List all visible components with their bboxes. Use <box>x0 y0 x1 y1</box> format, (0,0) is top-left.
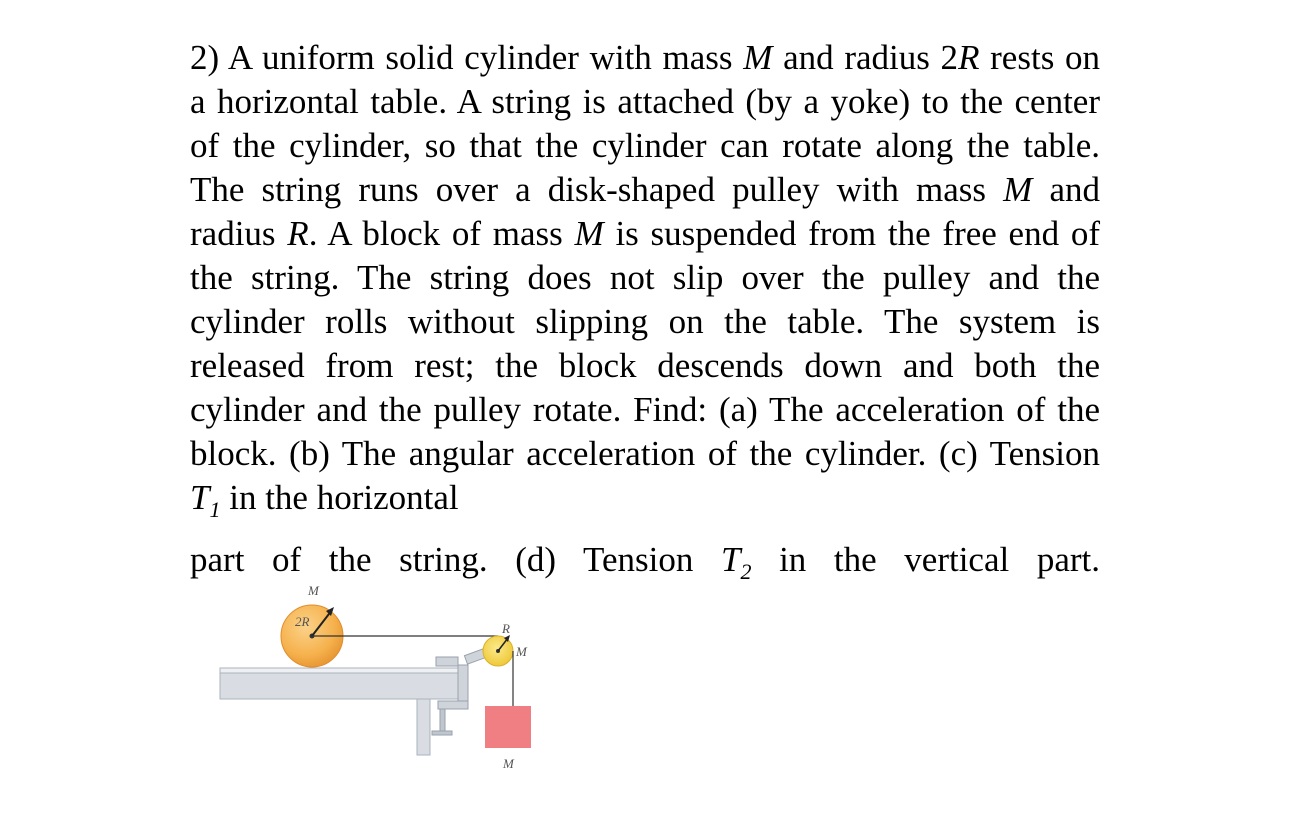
table-leg <box>417 699 430 755</box>
pulley-radius-label: R <box>502 621 510 636</box>
mass-symbol: M <box>743 38 773 77</box>
mass-symbol: M <box>574 214 604 253</box>
tension-symbol-t2: T <box>720 540 741 579</box>
problem-number: 2) <box>190 38 220 77</box>
radius-symbol: R <box>287 214 309 253</box>
hanging-block <box>485 706 531 748</box>
tension-symbol-t1: T <box>190 478 210 517</box>
cylinder-radius-label: 2R <box>295 614 310 629</box>
subscript-1: 1 <box>209 497 221 522</box>
problem-body: 2) A uniform solid cylinder with mass M and radius 2R rests on a horizontal table. A string is attached (by a yoke) to the center of the cylinder, so that the cylinder can rotate along the table. The string runs over a disk-shaped pulley with mass M and radius R. A block of mass M is suspended from the free end of the string. The string does not slip over the pulley and the cylinder rolls without slipping on the table. The system is released from rest; the block descends down and both the cylinder and the pulley rotate. Find: (a) The acceleration of the block. (b) The angular acceleration of the cylinder. (c) Tension $T_1$ in the horizontal <box>190 38 1101 522</box>
radius-symbol: R <box>958 38 980 77</box>
clamp-screw-handle <box>432 731 452 735</box>
clamp-arm-top <box>436 657 458 666</box>
clamp-bottom <box>438 701 468 709</box>
mass-symbol: M <box>1003 170 1033 209</box>
problem-last-line: part of the string. (d) Tension $T_2$ in the vertical part. <box>190 540 1100 584</box>
table-front <box>220 673 460 699</box>
table-top <box>220 668 460 673</box>
question-parts: (a) The acceleration of the block. (b) The angular acceleration of the cylinder. (c) Tension <box>190 390 1101 473</box>
block-mass-label: M <box>503 756 514 771</box>
clamp-screw <box>440 709 445 733</box>
problem-statement <box>190 36 1100 594</box>
cylinder-pulley-diagram <box>210 575 560 785</box>
pulley-mass-label: M <box>516 644 527 659</box>
clamp-vertical <box>458 665 468 703</box>
physics-figure <box>210 575 560 785</box>
cylinder-mass-label: M <box>308 583 319 598</box>
subscript-2: 2 <box>740 559 752 584</box>
